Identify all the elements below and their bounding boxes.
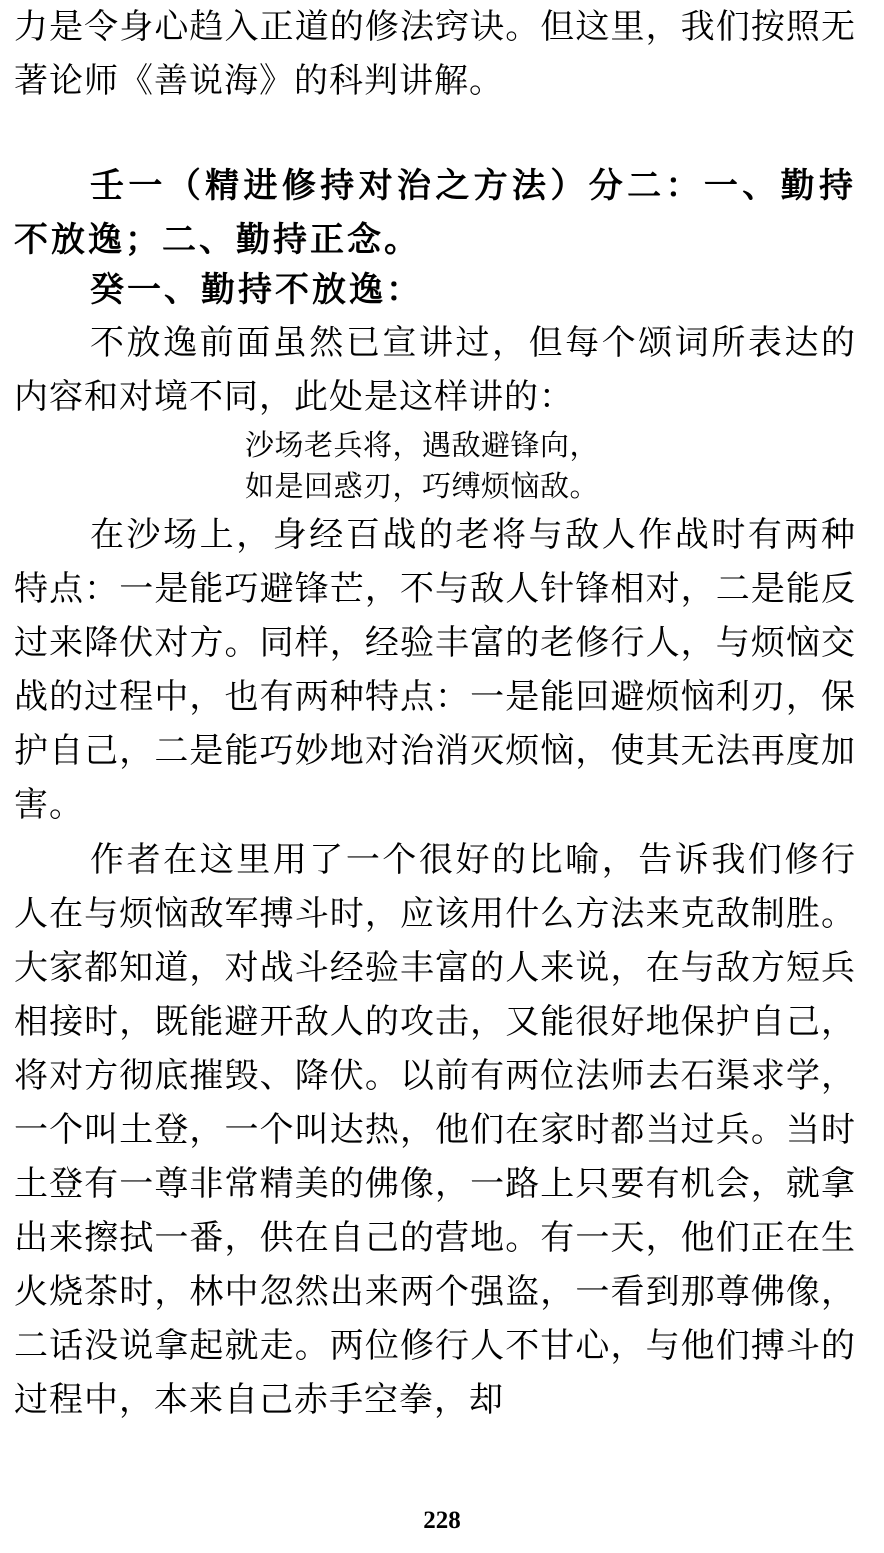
body-paragraph: 不放逸前面虽然已宣讲过，但每个颂词所表达的内容和对境不同，此处是这样讲的： (14, 323, 856, 417)
section-heading-main: 壬一（精进修持对治之方法）分二：一、勤持不放逸；二、勤持正念。 (14, 166, 856, 260)
intro-paragraph: 力是令身心趋入正道的修法窍诀。但这里，我们按照无著论师《善说海》的科判讲解。 (14, 7, 856, 101)
section-heading-sub: 癸一、勤持不放逸： (90, 270, 423, 310)
body-paragraph: 作者在这里用了一个很好的比喻，告诉我们修行人在与烦恼敌军搏斗时，应该用什么方法来克敌制胜。大家都知道，对战斗经验丰富的人来说，在与敌方短兵相接时，既能避开敌人的攻击，又能很好地保护自己，将对方彻底摧毁、降伏。以前有两位法师去石渠求学，一个叫土登，一个叫达热，他们在家时都当过兵。当时土登有一尊非常精美的佛像，一路上只要有机会，就拿出来擦拭一番，供在自己的营地。有一天，他们正在生火烧茶时，林中忽然出来两个强盗，一看到那尊佛像，二话没说拿起就走。两位修行人不甘心，与他们搏斗的过程中，本来自己赤手空拳，却 (14, 840, 856, 1420)
verse-line: 如是回惑刃，巧缚烦恼敌。 (245, 469, 600, 503)
body-paragraph: 在沙场上，身经百战的老将与敌人作战时有两种特点：一是能巧避锋芒，不与敌人针锋相对，二是能反过来降伏对方。同样，经验丰富的老修行人，与烦恼交战的过程中，也有两种特点：一是能回避烦恼利刃，保护自己，二是能巧妙地对治消灭烦恼，使其无法再度加害。 (14, 515, 856, 825)
verse-line: 沙场老兵将，遇敌避锋向， (245, 428, 600, 462)
page-number: 228 (423, 1507, 461, 1534)
